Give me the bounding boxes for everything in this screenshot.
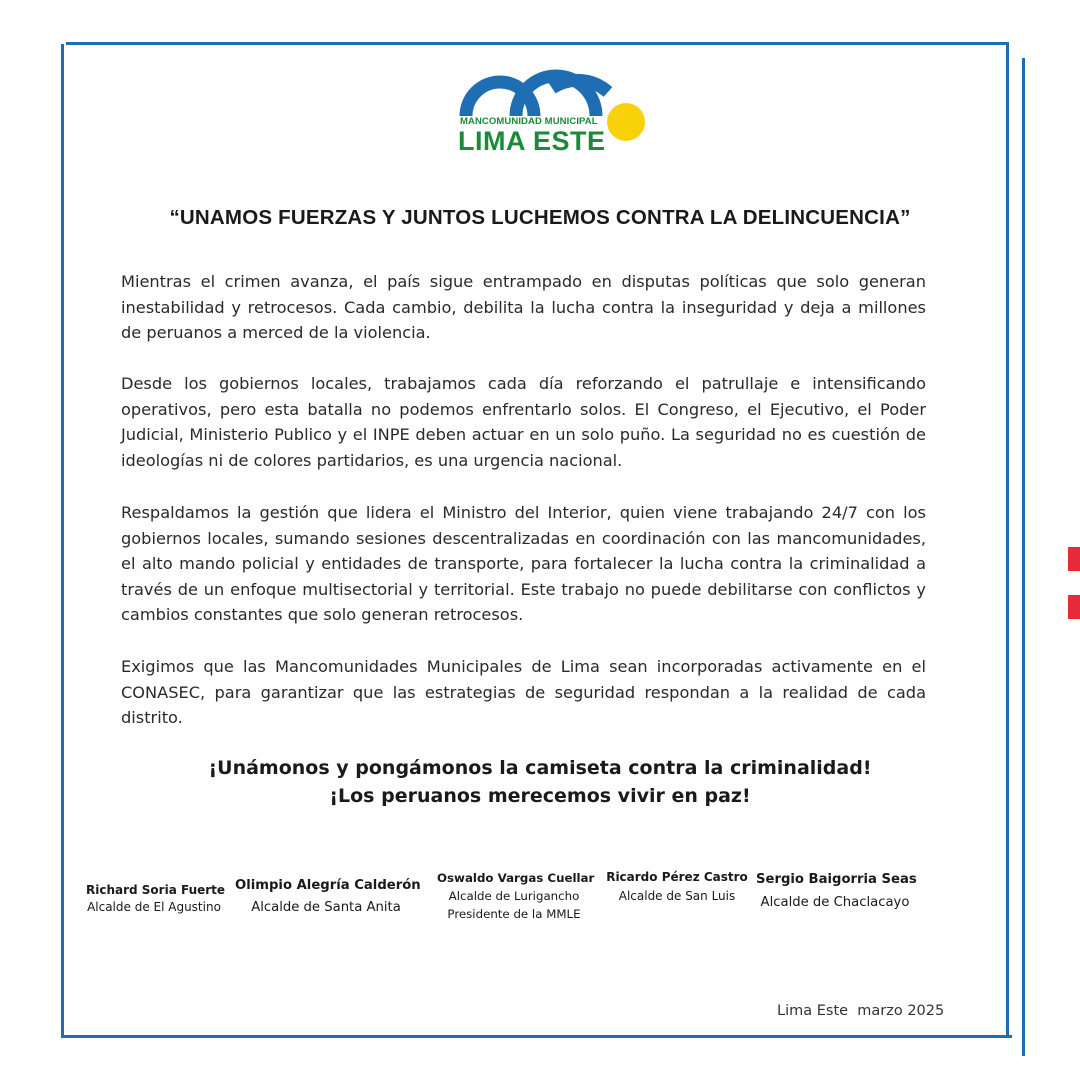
signature-name: Sergio Baigorria Seas [756, 872, 917, 887]
frame-top-line [66, 42, 1009, 45]
frame-outer-right-line [1022, 58, 1025, 1056]
slogan-line-1: ¡Unámonos y pongámonos la camiseta contra la criminalidad! [208, 757, 872, 779]
signature-oswaldo-vargas [437, 870, 595, 923]
frame-left-line [61, 44, 64, 1037]
frame-right-line [1006, 42, 1009, 1038]
paragraph-4: Exigimos que las Mancomunidades Municipales de Lima sean incorporadas activamente en el CONASEC, para garantizar que las estrategias de seguridad respondan a la realidad de cada distrito. [121, 657, 926, 727]
place-date: Lima Este marzo 2025 [777, 1003, 945, 1019]
red-flag-mark-bottom [1068, 595, 1080, 619]
signature-richard-soria [86, 882, 226, 916]
signature-name: Richard Soria Fuerte [86, 883, 226, 897]
logo-title: LIMA ESTE [458, 126, 606, 156]
signature-role: Alcalde de Chaclacayo [760, 895, 910, 910]
logo [452, 62, 652, 162]
paragraph-3: Respaldamos la gestión que lidera el Ministro del Interior, quien viene trabajando 24/7 con los gobiernos locales, sumando sesiones descentralizadas en coordinación con las mancomunidades, el alto mando policial y entidades de transporte, para fortalecer la lucha contra la criminalidad a través de un enfoque multisectorial y territorial. Este trabajo no puede debilitarse con conflictos y cambios constantes que solo generan retrocesos. [121, 503, 926, 624]
signature-role: Alcalde de El Agustino [87, 900, 221, 914]
red-flag-mark-top [1068, 547, 1080, 571]
frame-bottom-line [61, 1035, 1012, 1038]
signature-sergio-baigorria [756, 871, 917, 917]
signature-name: Olimpio Alegría Calderón [235, 878, 421, 893]
signature-name: Oswaldo Vargas Cuellar [437, 871, 595, 885]
signature-ricardo-perez [606, 869, 748, 906]
signature-role: Alcalde de Lurigancho [448, 889, 580, 903]
paragraph-2: Desde los gobiernos locales, trabajamos cada día reforzando el patrullaje e intensificando operativos, pero esta batalla no podemos enfrentarlo solos. El Congreso, el Ejecutivo, el Poder Judicial, Ministerio Publico y el INPE deben actuar en un solo puño. La seguridad no es cuestión de ideologías ni de colores partidarios, es una urgencia nacional. [121, 374, 926, 470]
logo-subtitle: MANCOMUNIDAD MUNICIPAL [460, 116, 598, 127]
signature-role: Alcalde de San Luis [618, 889, 736, 903]
paragraph-1: Mientras el crimen avanza, el país sigue entrampado en disputas políticas que solo generan inestabilidad y retrocesos. Cada cambio, debilita la lucha contra la inseguridad y deja a millones de peruanos a merced de la violencia. [121, 272, 926, 342]
signature-role-2: Presidente de la MMLE [447, 907, 581, 921]
document-title: “UNAMOS FUERZAS Y JUNTOS LUCHEMOS CONTRA LA DELINCUENCIA” [169, 206, 911, 229]
signature-name: Ricardo Pérez Castro [606, 870, 748, 884]
slogan-line-2: ¡Los peruanos merecemos vivir en paz! [329, 785, 751, 807]
signature-olimpio-alegria [235, 877, 421, 921]
signature-role: Alcalde de Santa Anita [251, 900, 401, 915]
